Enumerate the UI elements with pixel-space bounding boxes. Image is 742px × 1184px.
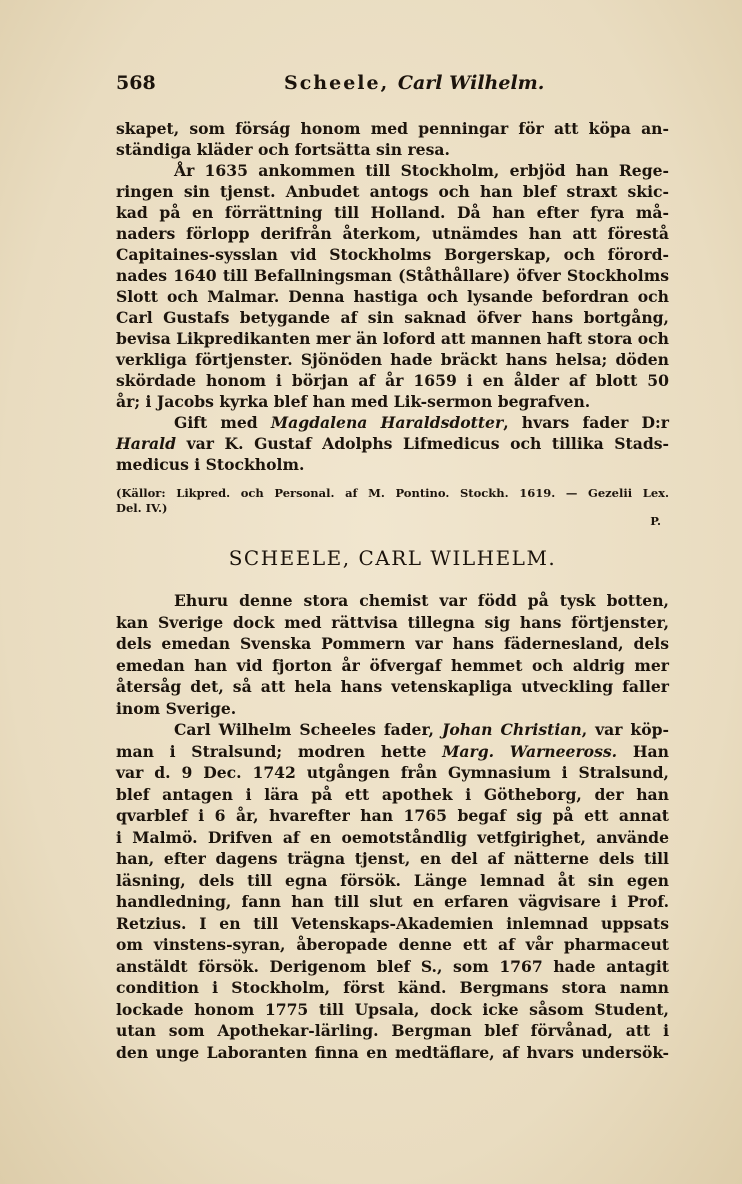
text-line: läsning, dels till egna försök. Länge lemnad åt sin egen (116, 870, 669, 890)
text-span: , var köp- (581, 720, 669, 739)
sources-line: (Källor: Likpred. och Personal. af M. Pontino. Stockh. 1619. — Gezelii Lex. (116, 486, 669, 500)
page-number: 568 (116, 72, 156, 94)
text-span: Gift med (174, 413, 258, 432)
text-line: kan Sverige dock med rättvisa tillegna sig hans förtjenster, (116, 612, 669, 632)
text-line: nades 1640 till Befallningsman (Ståthållare) öfver Stockholms (116, 266, 669, 285)
text-line: år; i Jacobs kyrka blef han med Lik-sermon begrafven. (116, 392, 591, 411)
text-line: kad på en förrättning till Holland. Då han efter fyra må- (116, 203, 669, 222)
text-line: den unge Laboranten finna en medtäflare, af hvars undersök- (116, 1042, 669, 1062)
text-line: naders förlopp derifrån återkom, utnämdes han att förestå (116, 224, 669, 243)
text-span: Han (632, 741, 669, 761)
text-line: var d. 9 Dec. 1742 utgången från Gymnasium i Stralsund, (116, 763, 669, 782)
wife-name: Magdalena Haraldsdotter (270, 413, 504, 432)
text-line: Carl Gustafs betygande af sin saknad öfver hans bortgång, (116, 308, 669, 327)
running-head-name: Scheele, (284, 72, 390, 94)
text-line: qvarblef i 6 år, hvarefter han 1765 begaf sig på ett annat (116, 806, 669, 825)
text-line: Ehuru denne stora chemist var född på tysk botten, (174, 591, 669, 610)
text-span: var K. Gustaf Adolphs Lifmedicus och tillika Stads- (186, 434, 669, 453)
text-line: om vinstens-syran, åberopade denne ett af vår pharmaceut (116, 935, 669, 954)
mother-name: Marg. Warneeross. (442, 741, 618, 761)
text-line: verkliga förtjenster. Sjönöden hade bräckt hans helsa; döden (116, 350, 669, 369)
text-line: inom Sverige. (116, 698, 237, 718)
running-head-italic: Carl Wilhelm. (397, 72, 545, 94)
section-body (116, 590, 669, 1063)
author-initial: P. (650, 514, 661, 528)
sources-line: Del. IV.) (116, 501, 168, 515)
text-line (116, 412, 669, 433)
page-header (116, 72, 676, 98)
text-line: emedan han vid fjorton år öfvergaf hemmet och aldrig mer (116, 655, 669, 675)
sources-note (116, 486, 669, 529)
text-line: lockade honom 1775 till Upsala, dock icke såsom Student, (116, 999, 669, 1019)
text-line: anstäldt försök. Derigenom blef S., som 1767 hade antagit (116, 956, 669, 976)
text-line: skördade honom i början af år 1659 i en ålder af blott 50 (116, 371, 669, 390)
text-line (116, 433, 669, 454)
text-line: blef antagen i lära på ett apothek i Götheborg, der han (116, 784, 669, 804)
text-line: skapet, som förság honom med penningar för att köpa an- (116, 119, 669, 138)
father-name: Harald (116, 434, 176, 453)
text-span: man i Stralsund; modren hette (116, 741, 427, 761)
text-line: bevisa Likpredikanten mer än loford att mannen haft stora och (116, 329, 669, 348)
text-line: Capitaines-sysslan vid Stockholms Borgerskap, och förord- (116, 245, 669, 264)
text-line: Retzius. I en till Vetenskaps-Akademien inlemnad uppsats (116, 913, 669, 933)
text-line: handledning, fann han till slut en erfaren vägvisare i Prof. (116, 892, 669, 911)
text-line: ringen sin tjenst. Anbudet antogs och han blef straxt skic- (116, 182, 669, 201)
previous-entry-text (116, 118, 669, 475)
father-name: Johan Christian (441, 720, 582, 739)
text-line: han, efter dagens trägna tjenst, en del af nätterne dels till (116, 849, 669, 868)
text-line: dels emedan Svenska Pommern var hans fädernesland, dels (116, 634, 669, 653)
text-line: ständiga kläder och fortsätta sin resa. (116, 140, 450, 159)
text-line: condition i Stockholm, först känd. Bergmans stora namn (116, 978, 669, 997)
text-line: återsåg det, så att hela hans vetenskapliga utveckling faller (116, 677, 669, 696)
text-span: , hvars fader D:r (503, 413, 670, 432)
text-line: År 1635 ankommen till Stockholm, erbjöd han Rege- (174, 161, 669, 180)
text-span: Carl Wilhelm Scheeles fader, (174, 720, 434, 739)
section-title: SCHEELE, CARL WILHELM. (228, 546, 557, 570)
text-line (116, 741, 669, 763)
text-line: medicus i Stockholm. (116, 455, 305, 474)
running-head (284, 72, 544, 94)
text-line: i Malmö. Drifven af en oemotståndlig vetfgirighet, använde (116, 827, 669, 847)
text-line: Slott och Malmar. Denna hastiga och lysande befordran och (116, 287, 669, 306)
text-line: utan som Apothekar-lärling. Bergman blef förvånad, att i (116, 1021, 669, 1040)
text-line (116, 719, 669, 741)
